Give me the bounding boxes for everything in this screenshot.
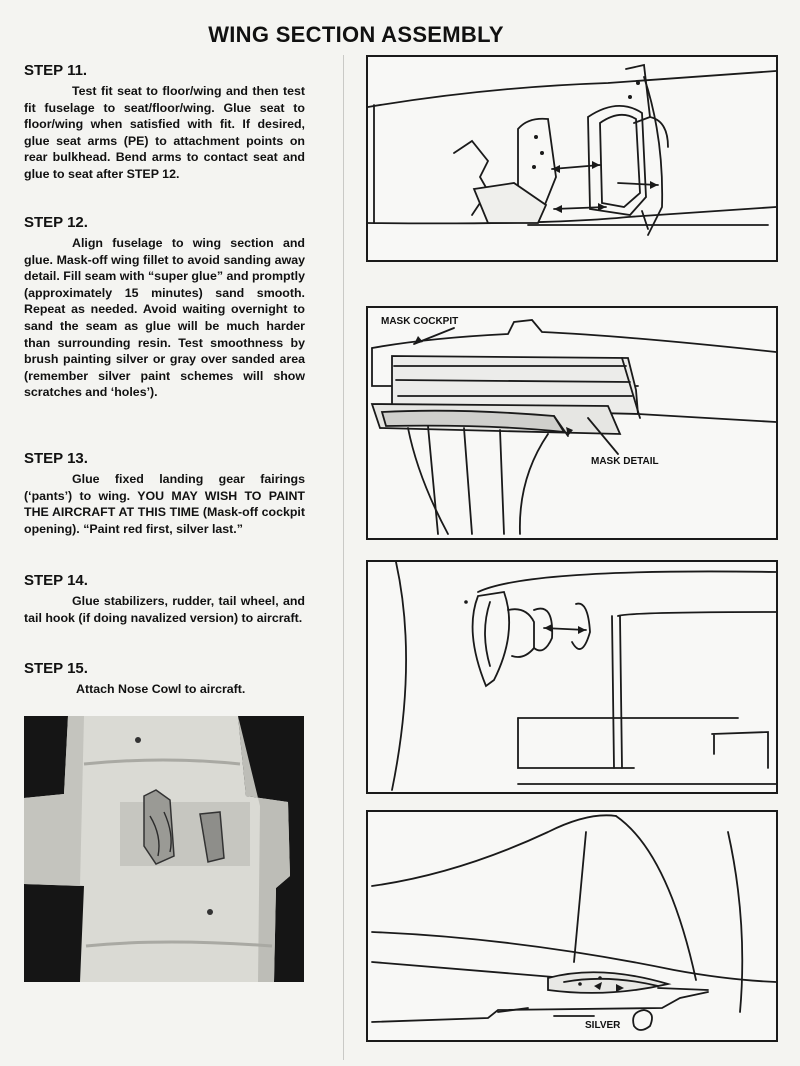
diagram-seat-fit (366, 55, 778, 262)
step-12-body: Align fuselage to wing section and glue. Mask-off wing fillet to avoid sanding away detail. Fill seam with “super glue” and promptly (approximately 15 minutes) sand smooth. Repeat as needed. Avoid waiting overnight to sand the seam as glue will be much harder than surrounding resin. Test smoothness by brush painting silver or gray over sanded area (remember silver paint schemes will show scratches and ‘holes’). (24, 236, 305, 400)
step-15-body: Attach Nose Cowl to aircraft. (76, 682, 246, 696)
step-13-heading: STEP 13. (24, 450, 88, 467)
step-14-body: Glue stabilizers, rudder, tail wheel, and tail hook (if doing navalized version) to aircraft. (24, 594, 305, 625)
step-14-heading: STEP 14. (24, 572, 88, 589)
step-13-body: Glue fixed landing gear fairings (‘pants’) to wing. YOU MAY WISH TO PAINT THE AIRCRAFT AT THIS TIME (Mask-off cockpit opening). “Paint red first, silver last.” (24, 472, 305, 536)
silver-label: SILVER (585, 1020, 621, 1031)
step-15 (24, 660, 305, 698)
column-divider (343, 55, 344, 1060)
step-15-heading: STEP 15. (24, 660, 88, 677)
step-13 (24, 450, 305, 537)
diagram-tail-hook (366, 810, 778, 1042)
mask-detail-label: MASK DETAIL (591, 456, 659, 467)
mask-cockpit-label: MASK COCKPIT (381, 316, 459, 327)
step-12 (24, 214, 305, 401)
step-12-heading: STEP 12. (24, 214, 88, 231)
step-14 (24, 572, 305, 626)
wing-section-photo (24, 716, 304, 982)
page-title: WING SECTION ASSEMBLY (208, 22, 504, 47)
step-11-heading: STEP 11. (24, 62, 88, 79)
diagram-gear-fairing (366, 560, 778, 794)
step-11-body: Test fit seat to floor/wing and then test fit fuselage to seat/floor/wing. Glue seat to floor/wing when satisfied with fit. If desired, glue seat arms (PE) to attachment points on rear bulkhead. Bend arms to contact seat and glue to seat after STEP 12. (24, 84, 305, 181)
diagram-mask-fillet (366, 306, 778, 540)
step-11 (24, 62, 305, 183)
